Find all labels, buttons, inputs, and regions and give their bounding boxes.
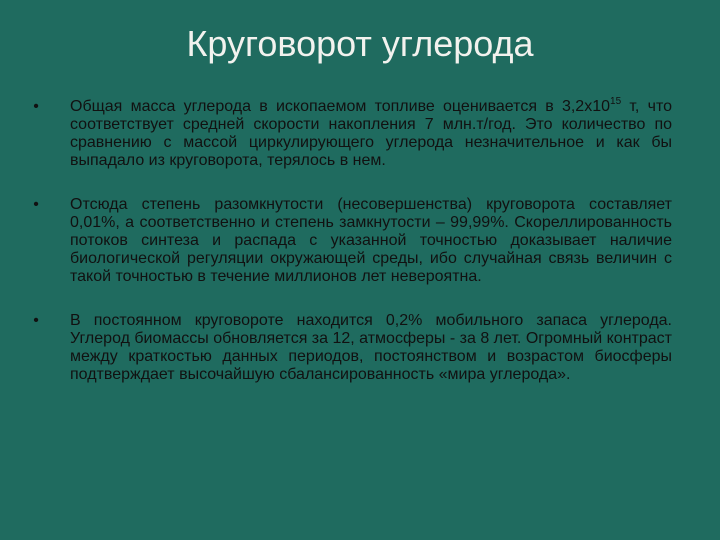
bullet-text: В постоянном круговороте находится 0,2% мобильного запаса углерода. Углерод биомассы обновляется за 12, атмосферы - за 8 лет. Огромный контраст между краткостью данных периодов, постоянством и возрастом биосферы подтверждает высочайшую сбалансированность «мира углерода». (70, 312, 672, 383)
bullet-text-part-2: т, что соответствует средней скорости накопления 7 млн.т/год. Это количество по сравнению с массой циркулирующего углерода незначительное и как бы выпадало из круговорота, терялось в нем. (70, 98, 672, 169)
bullet-icon: • (33, 196, 39, 213)
bullet-item-1 (22, 95, 672, 170)
bullet-text-part-1: Общая масса углерода в ископаемом топливе оценивается в 3,2х10 (70, 98, 611, 115)
bullet-item-3 (22, 312, 672, 384)
bullet-item-2 (22, 196, 672, 286)
bullet-icon: • (33, 312, 39, 329)
bullet-text: Отсюда степень разомкнутости (несовершенства) круговорота составляет 0,01%, а соответственно и степень замкнутости – 99,99%. Скореллированность потоков синтеза и распада с указанной точностью доказывает наличие биологической регуляции окружающей среды, ибо случайная связь величин с такой точностью в течение миллионов лет невероятна. (70, 196, 672, 285)
slide-title: Круговорот углерода (186, 23, 534, 64)
bullet-list (22, 95, 672, 384)
bullet-icon: • (33, 98, 39, 115)
exponent: 15 (610, 95, 622, 107)
